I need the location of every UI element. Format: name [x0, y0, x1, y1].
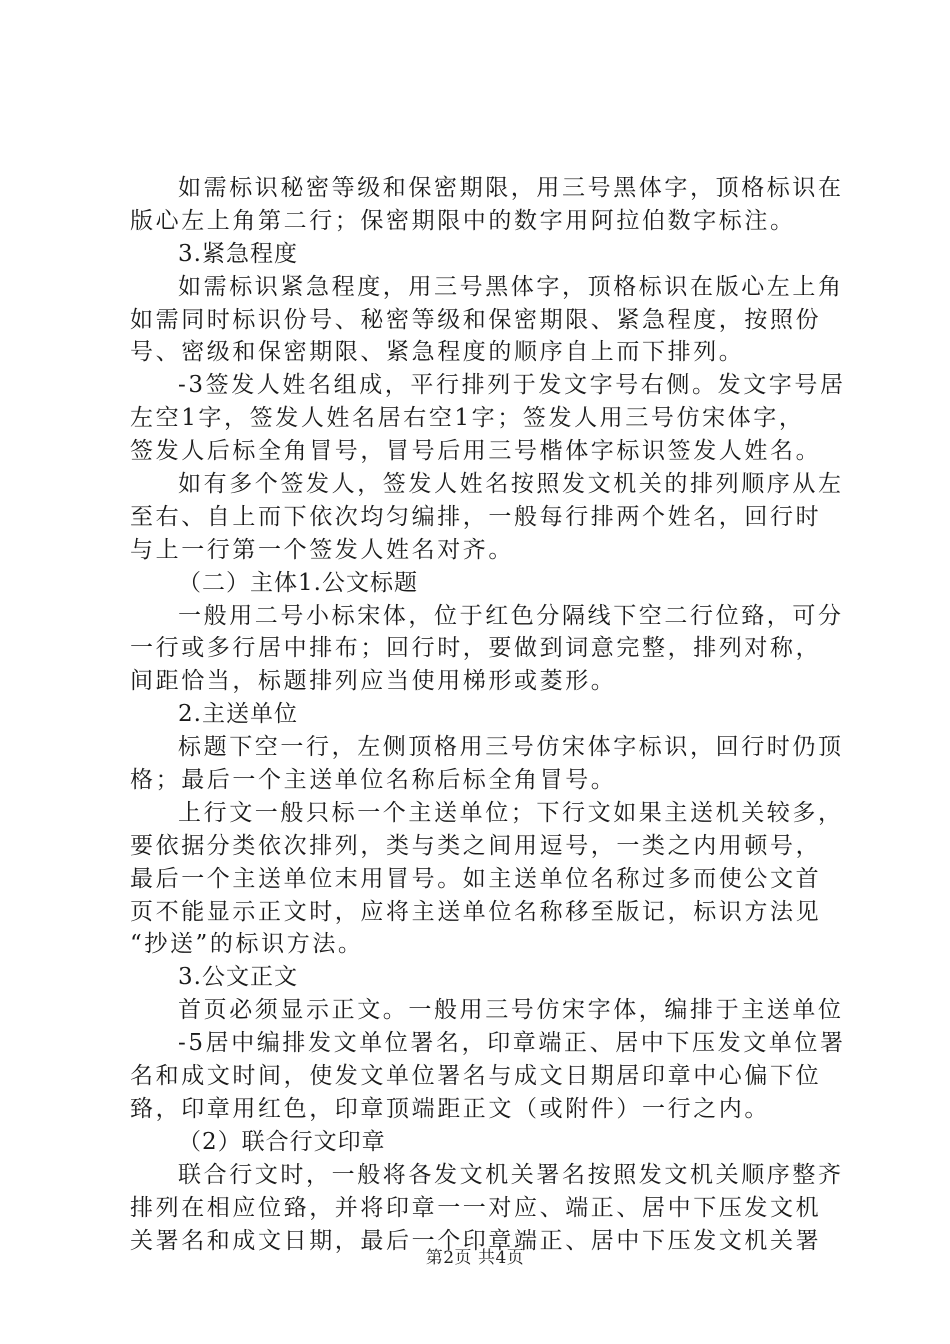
- paragraph-line: 至右、自上而下依次均匀编排，一般每行排两个姓名，回行时: [130, 503, 822, 530]
- paragraph-line: -5居中编排发文单位署名，印章端正、居中下压发文单位署: [178, 1030, 846, 1057]
- paragraph-line: 最后一个主送单位末用冒号。如主送单位名称过多而使公文首: [130, 865, 822, 892]
- section-heading: 3.紧急程度: [178, 240, 298, 267]
- paragraph-line: 页不能显示正文时，应将主送单位名称移至版记，标识方法见: [130, 898, 822, 925]
- section-heading: 2.主送单位: [178, 701, 298, 728]
- paragraph-line: 间距恰当，标题排列应当使用梯形或菱形。: [130, 668, 617, 695]
- paragraph-line: 如需同时标识份号、秘密等级和保密期限、紧急程度，按照份: [130, 306, 822, 333]
- paragraph-line: 版心左上角第二行；保密期限中的数字用阿拉伯数字标注。: [130, 207, 796, 234]
- paragraph-line: 首页必须显示正文。一般用三号仿宋字体，编排于主送单位: [178, 997, 844, 1024]
- paragraph-line: 标题下空一行，左侧顶格用三号仿宋体字标识，回行时仍顶: [178, 734, 844, 761]
- paragraph-line: 号、密级和保密期限、紧急程度的顺序自上而下排列。: [130, 339, 745, 366]
- document-body: [0, 172, 950, 1257]
- paragraph-line: 上行文一般只标一个主送单位；下行文如果主送机关较多，: [178, 799, 844, 826]
- paragraph-line: 如需标识紧急程度，用三号黑体字，顶格标识在版心左上角: [178, 273, 844, 300]
- paragraph-line: 臵，印章用红色，印章顶端距正文（或附件）一行之内。: [130, 1095, 770, 1122]
- paragraph-line: 名和成文时间，使发文单位署名与成文日期居印章中心偏下位: [130, 1063, 822, 1090]
- paragraph-line: 一般用二号小标宋体，位于红色分隔线下空二行位臵，可分: [178, 602, 844, 629]
- paragraph-line: 与上一行第一个签发人姓名对齐。: [130, 536, 514, 563]
- paragraph-line: 如需标识秘密等级和保密期限，用三号黑体字，顶格标识在: [178, 175, 844, 201]
- paragraph-line: 关署名和成文日期，最后一个印章端正、居中下压发文机关署: [130, 1227, 822, 1254]
- paragraph-line: 要依据分类依次排列，类与类之间用逗号，一类之内用顿号，: [130, 832, 822, 859]
- paragraph-line: -3签发人姓名组成，平行排列于发文字号右侧。发文字号居: [178, 372, 846, 399]
- paragraph-line: “抄送”的标识方法。: [130, 931, 364, 958]
- page-number: 第2页 共4页: [425, 1248, 525, 1268]
- section-heading: （二）主体1.公文标题: [178, 569, 418, 596]
- section-heading: 3.公文正文: [178, 964, 298, 991]
- section-heading: （2）联合行文印章: [178, 1128, 386, 1155]
- paragraph-line: 一行或多行居中排布；回行时，要做到词意完整，排列对称，: [130, 635, 822, 662]
- paragraph-line: 左空1字，签发人姓名居右空1字；签发人用三号仿宋体字，: [130, 405, 805, 432]
- paragraph-line: 格；最后一个主送单位名称后标全角冒号。: [130, 767, 617, 794]
- paragraph-line: 联合行文时，一般将各发文机关署名按照发文机关顺序整齐: [178, 1161, 844, 1188]
- paragraph-line: 如有多个签发人，签发人姓名按照发文机关的排列顺序从左: [178, 471, 844, 498]
- paragraph-line: 签发人后标全角冒号，冒号后用三号楷体字标识签发人姓名。: [130, 438, 822, 465]
- paragraph-line: 排列在相应位臵，并将印章一一对应、端正、居中下压发文机: [130, 1194, 822, 1221]
